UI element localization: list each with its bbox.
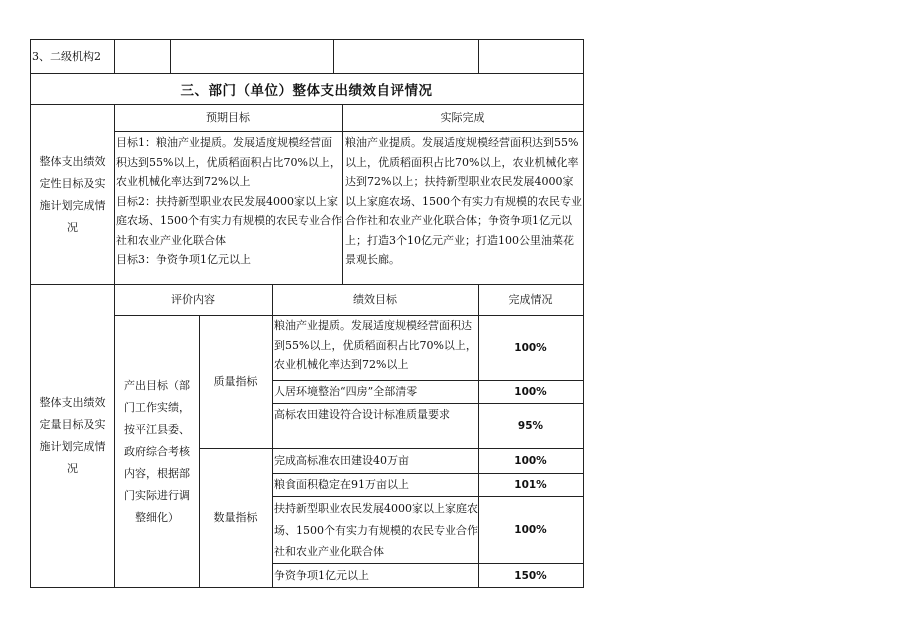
status-row: 150% (514, 569, 547, 582)
status-row: 101% (514, 479, 547, 491)
actual-text: 粮油产业提质。发展适度规模经营面积达到55%以上，优质稻面积占比70%以上，农业机械化率达到72%以上；扶持新型职业农民发展4000家以上家庭农场、1500个有实力有规模的农民专业合作社和农业产业化联合体；争资争项1亿元以上；打造3个10亿元产业；打造100公里油菜花景观长廊。 (345, 136, 582, 266)
quantitative-label: 整体支出绩效定量目标及实施计划完成情况 (39, 396, 106, 475)
status-row: 100% (514, 524, 547, 536)
org-label-text: 3、二级机构2 (32, 49, 101, 63)
expected-header: 预期目标 (206, 111, 250, 125)
goal-row: 扶持新型职业农民发展4000家以上家庭农场、1500个有实力有规模的农民专业合作社和农业产业化联合体 (274, 502, 478, 558)
header-content: 评价内容 (171, 293, 215, 307)
goal-row: 争资争项1亿元以上 (274, 568, 369, 582)
qualitative-label: 整体支出绩效定性目标及实施计划完成情况 (39, 154, 106, 234)
goal-row: 粮油产业提质。发展适度规模经营面积达到55%以上，优质稻面积占比70%以上，农业机械化率达到72%以上 (274, 319, 477, 371)
expected-text: 目标1：粮油产业提质。发展适度规模经营面积达到55%以上，优质稻面积占比70%以上，农业机械化率达到72%以上 目标2：扶持新型职业农民发展4000家以上家庭农场、1500个有实力有规模的农民专业合作社和农业产业化联合体 目标3：争资争项1亿元以上 (116, 136, 342, 266)
goal-row: 粮食面积稳定在91万亩以上 (274, 478, 409, 492)
quantity-indicator-label: 数量指标 (213, 511, 258, 525)
status-row: 95% (517, 420, 544, 432)
quality-indicator-label: 质量指标 (213, 375, 258, 389)
status-row: 100% (514, 455, 547, 467)
header-goal: 绩效目标 (353, 293, 397, 307)
goal-row: 高标农田建设符合设计标准质量要求 (274, 408, 450, 421)
output-target-label: 产出目标（部门工作实绩，按平江县委、政府综合考核内容，根据部门实际进行调整细化） (124, 378, 190, 524)
status-row: 100% (514, 386, 547, 398)
actual-header: 实际完成 (440, 111, 485, 125)
goal-row: 完成高标准农田建设40万亩 (274, 454, 409, 468)
org-label (30, 40, 114, 73)
goal-row: 人居环境整治“四房”全部清零 (274, 385, 418, 398)
status-row: 100% (514, 342, 547, 354)
section-title: 三、部门（单位）整体支出绩效自评情况 (180, 83, 433, 99)
header-status: 完成情况 (508, 293, 553, 307)
